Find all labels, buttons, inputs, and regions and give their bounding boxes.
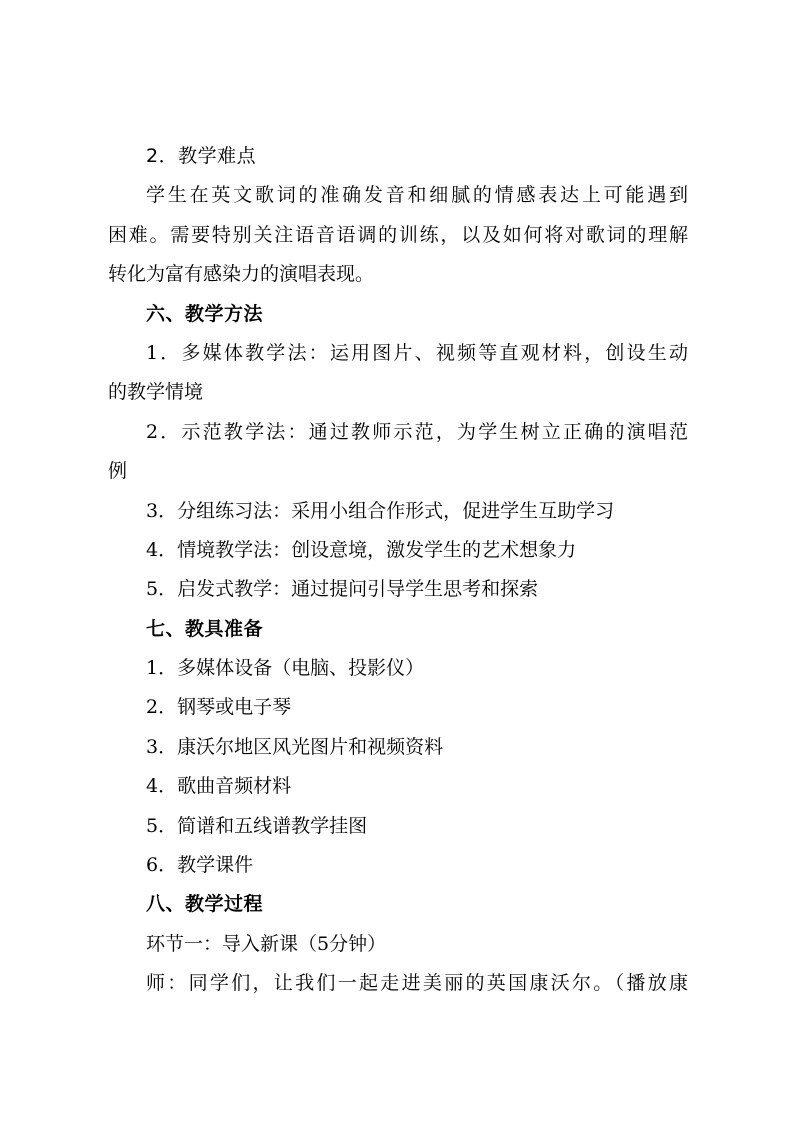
section-heading-teaching-process: 八、教学过程	[146, 893, 264, 916]
list-item-line: 1．多媒体设备（电脑、投影仪）	[146, 657, 425, 680]
list-item-line: 3．分组练习法：采用小组合作形式，促进学生互助学习	[146, 499, 615, 522]
step-title: 环节一：导入新课（5分钟）	[146, 932, 387, 955]
paragraph-line: 困难。需要特别关注语音语调的训练，以及如何将对歌词的理解	[108, 223, 688, 246]
list-item-line: 例	[108, 460, 128, 483]
list-item-line: 5．启发式教学：通过提问引导学生思考和探索	[146, 578, 539, 601]
list-item-line: 4．情境教学法：创设意境，激发学生的艺术想象力	[146, 538, 577, 561]
list-item-line: 的教学情境	[108, 381, 204, 404]
list-item-line: 5．简谱和五线谱教学挂图	[146, 814, 368, 837]
paragraph-line: 转化为富有感染力的演唱表现。	[108, 263, 375, 286]
list-item-line: 1．多媒体教学法：运用图片、视频等直观材料，创设生动	[146, 341, 688, 364]
section-heading-teaching-difficulty: 2．教学难点	[146, 145, 257, 167]
section-heading-teaching-methods: 六、教学方法	[146, 302, 264, 325]
list-item-line: 4．歌曲音频材料	[146, 775, 292, 798]
paragraph-line: 学生在英文歌词的准确发音和细腻的情感表达上可能遇到	[146, 184, 688, 207]
list-item-line: 2．钢琴或电子琴	[146, 696, 292, 719]
list-item-line: 6．教学课件	[146, 854, 254, 877]
section-heading-teaching-tools: 七、教具准备	[146, 617, 264, 640]
list-item-line: 2．示范教学法：通过教师示范，为学生树立正确的演唱范	[146, 420, 688, 443]
paragraph-line: 师：同学们，让我们一起走进美丽的英国康沃尔。（播放康	[146, 972, 688, 995]
document-body	[108, 137, 688, 1004]
list-item-line: 3．康沃尔地区风光图片和视频资料	[146, 735, 444, 758]
